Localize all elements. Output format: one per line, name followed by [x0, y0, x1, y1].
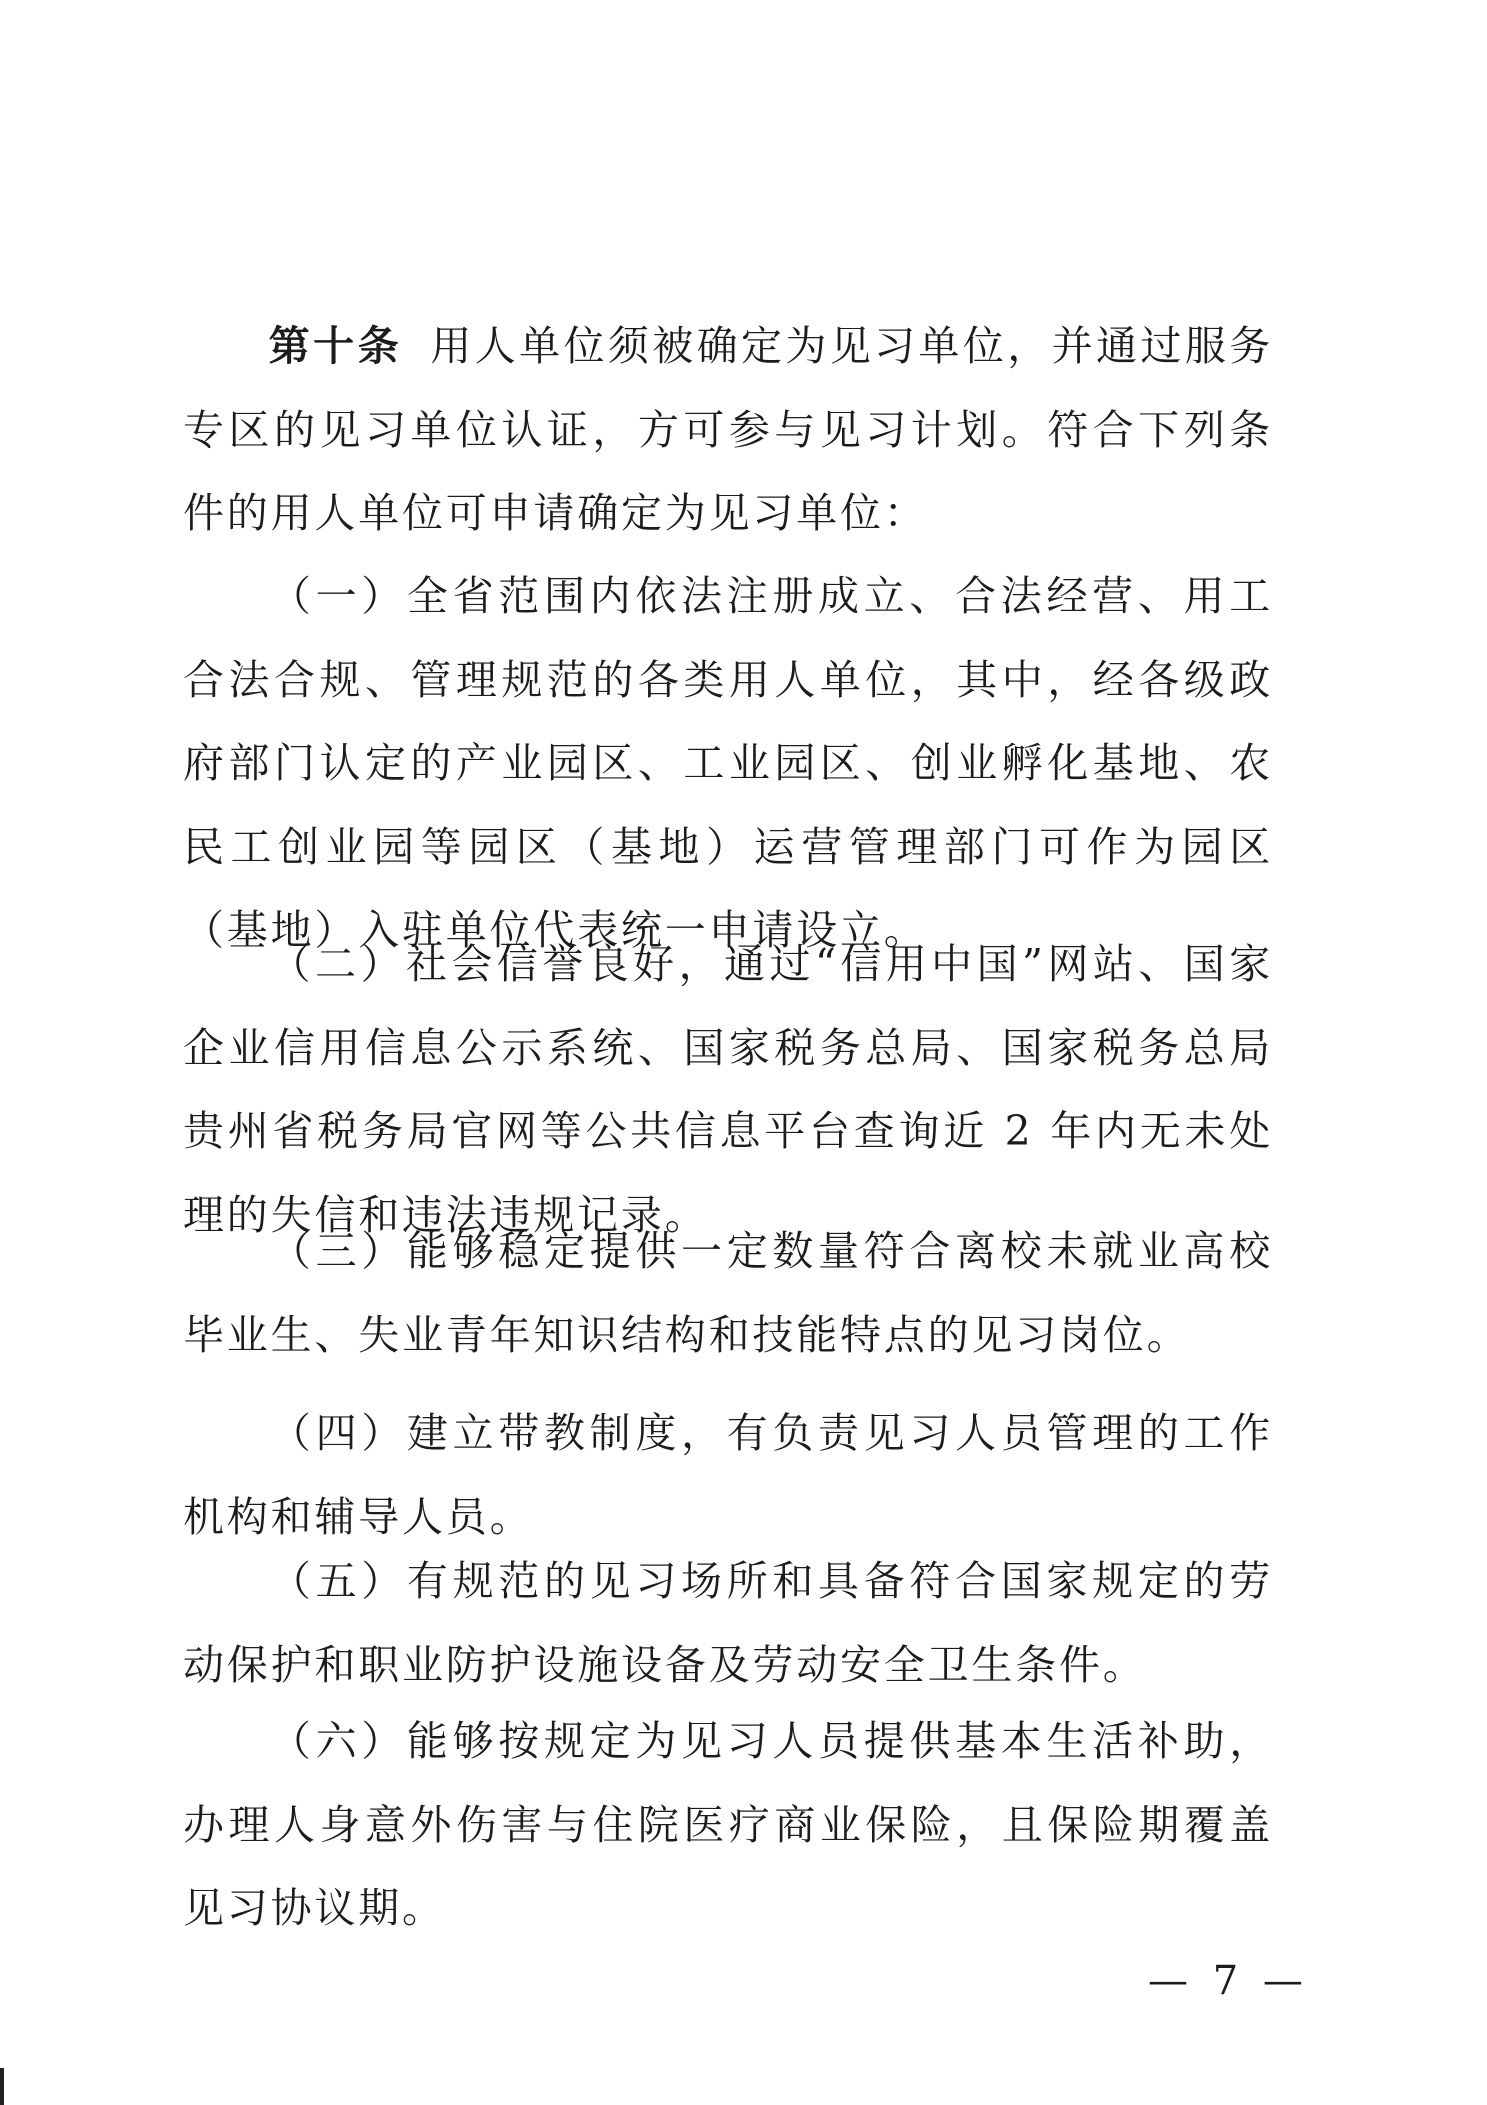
page-number: — 7 — [1148, 1958, 1309, 2004]
condition-item-1 [183, 555, 1273, 973]
condition-item-5 [183, 1540, 1273, 1707]
condition-text-4: （四）建立带教制度，有负责见习人员管理的工作机构和辅导人员。 [183, 1409, 1273, 1541]
condition-item-6 [183, 1700, 1273, 1951]
condition-text-2: （二）社会信誉良好，通过“信用中国”网站、国家企业信用信息公示系统、国家税务总局、国家税务总局贵州省税务局官网等公共信息平台查询近 2 年内无未处理的失信和违法违规记录。 [183, 940, 1273, 1239]
condition-item-2 [183, 923, 1273, 1257]
condition-text-5: （五）有规范的见习场所和具备符合国家规定的劳动保护和职业防护设施设备及劳动安全卫生条件。 [183, 1557, 1273, 1689]
scan-edge-mark [0, 2068, 4, 2105]
article-body: 用人单位须被确定为见习单位，并通过服务专区的见习单位认证，方可参与见习计划。符合下列条件的用人单位可申请确定为见习单位： [183, 322, 1273, 537]
article-heading: 第十条 [268, 322, 403, 370]
condition-text-6: （六）能够按规定为见习人员提供基本生活补助，办理人身意外伤害与住院医疗商业保险，且保险期覆盖见习协议期。 [183, 1717, 1273, 1932]
condition-text-1: （一）全省范围内依法注册成立、合法经营、用工合法合规、管理规范的各类用人单位，其中，经各级政府部门认定的产业园区、工业园区、创业孵化基地、农民工创业园等园区（基地）运营管理部门可作为园区（基地）入驻单位代表统一申请设立。 [183, 572, 1273, 954]
condition-item-3 [183, 1210, 1273, 1377]
condition-item-4 [183, 1392, 1273, 1559]
article-10-paragraph [183, 305, 1273, 556]
condition-text-3: （三）能够稳定提供一定数量符合离校未就业高校毕业生、失业青年知识结构和技能特点的见习岗位。 [183, 1227, 1273, 1359]
